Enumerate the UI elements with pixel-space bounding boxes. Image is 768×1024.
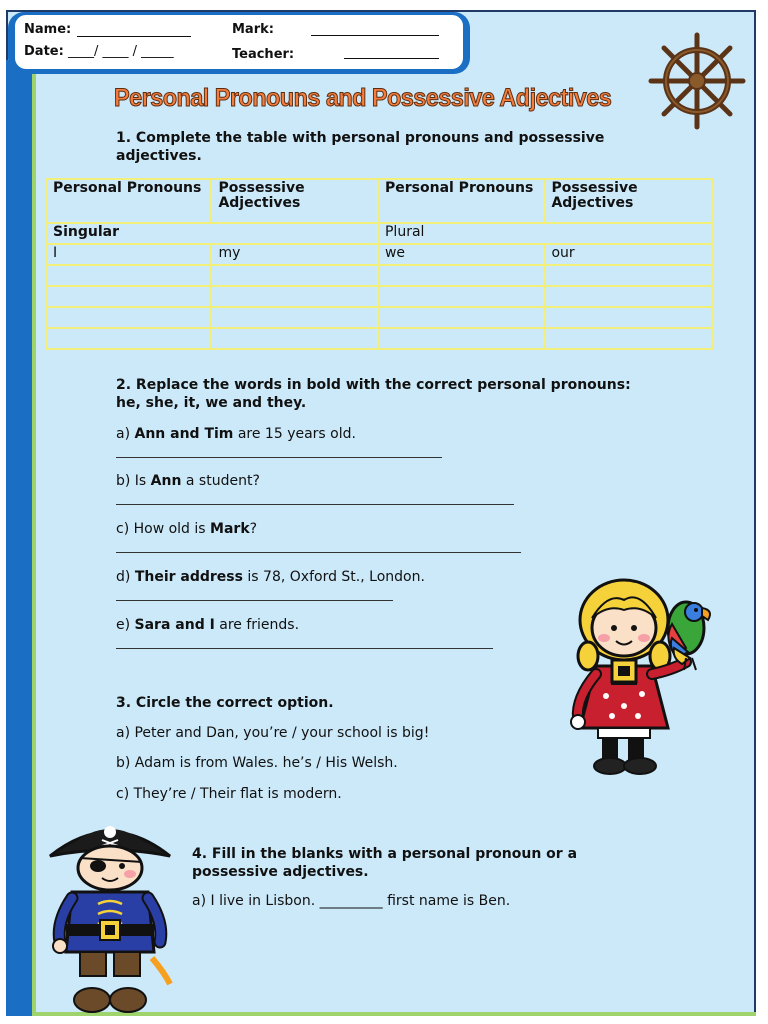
table-cell[interactable]: [544, 328, 712, 349]
q3-item-a[interactable]: a) Peter and Dan, you’re / your school is big!: [116, 725, 430, 741]
table-cell[interactable]: [211, 328, 378, 349]
mark-field[interactable]: [311, 35, 439, 36]
table-cell: we: [378, 244, 544, 265]
date-field[interactable]: ____/ ____ / _____: [68, 44, 174, 59]
table-header-cell: Personal Pronouns: [378, 179, 544, 223]
table-header-cell: Possessive Adjectives: [211, 179, 378, 223]
q3-item-b[interactable]: b) Adam is from Wales. he’s / His Welsh.: [116, 755, 398, 771]
q2-item-a: a) Ann and Tim are 15 years old.: [116, 426, 356, 442]
q3-instruction: 3. Circle the correct option.: [116, 695, 334, 711]
teacher-field[interactable]: [344, 58, 439, 59]
table-row: [46, 223, 712, 244]
q2-item-e: e) Sara and I are friends.: [116, 617, 300, 633]
q2-item-c: c) How old is Mark?: [116, 521, 258, 537]
table-cell[interactable]: [46, 328, 211, 349]
mark-label: Mark:: [232, 22, 274, 37]
table-row: [46, 307, 712, 328]
q2-item-b: b) Is Ann a student?: [116, 473, 260, 489]
table-cell[interactable]: [211, 307, 378, 328]
date-label: Date:: [24, 44, 64, 59]
table-row: [46, 286, 712, 307]
name-field[interactable]: [77, 36, 191, 37]
table-row: [46, 328, 712, 349]
table-row: [46, 265, 712, 286]
plural-label: Plural: [378, 223, 712, 244]
q2-answer-line-a[interactable]: [116, 457, 442, 458]
table-cell: our: [544, 244, 712, 265]
girl-with-parrot-illustration: [568, 578, 720, 776]
table-cell: I: [46, 244, 211, 265]
table-cell[interactable]: [544, 286, 712, 307]
q3-item-c[interactable]: c) They’re / Their flat is modern.: [116, 786, 342, 802]
table-header-cell: Possessive Adjectives: [544, 179, 712, 223]
worksheet-title: Personal Pronouns and Possessive Adjectives: [114, 84, 612, 112]
table-cell[interactable]: [211, 286, 378, 307]
table-cell[interactable]: [378, 307, 544, 328]
table-cell[interactable]: [46, 265, 211, 286]
table-cell[interactable]: [378, 286, 544, 307]
table-cell[interactable]: [46, 286, 211, 307]
pirate-boy-illustration: [46, 812, 174, 1016]
table-cell[interactable]: [544, 307, 712, 328]
q1-instruction: 1. Complete the table with personal pronouns and possessive adjectives.: [116, 130, 605, 164]
teacher-label: Teacher:: [232, 47, 295, 62]
q2-instruction-line2: he, she, it, we and they.: [116, 395, 307, 411]
singular-label: Singular: [46, 223, 378, 244]
table-row: [46, 244, 712, 265]
table-cell[interactable]: [211, 265, 378, 286]
table-header-cell: Personal Pronouns: [46, 179, 211, 223]
q2-instruction-line1: 2. Replace the words in bold with the correct personal pronouns:: [116, 377, 631, 393]
q2-answer-line-d[interactable]: [116, 600, 393, 601]
q4-instruction-line1: 4. Fill in the blanks with a personal pronoun or a: [192, 846, 578, 862]
ship-wheel-icon: [648, 32, 746, 130]
q2-item-d: d) Their address is 78, Oxford St., London.: [116, 569, 425, 585]
q4-item-a[interactable]: a) I live in Lisbon. _________ first name is Ben.: [192, 893, 511, 909]
left-green-stripe: [32, 60, 36, 1016]
name-label: Name:: [24, 22, 72, 37]
table-cell[interactable]: [46, 307, 211, 328]
q2-answer-line-c[interactable]: [116, 552, 521, 553]
pronoun-table: [45, 178, 713, 350]
left-blue-bar: [6, 60, 32, 1016]
table-header-row: [46, 179, 712, 223]
table-cell[interactable]: [378, 265, 544, 286]
q4-instruction-line2: possessive adjectives.: [192, 864, 369, 880]
table-cell: my: [211, 244, 378, 265]
q2-answer-line-b[interactable]: [116, 504, 514, 505]
table-cell[interactable]: [544, 265, 712, 286]
q2-answer-line-e[interactable]: [116, 648, 493, 649]
table-cell[interactable]: [378, 328, 544, 349]
